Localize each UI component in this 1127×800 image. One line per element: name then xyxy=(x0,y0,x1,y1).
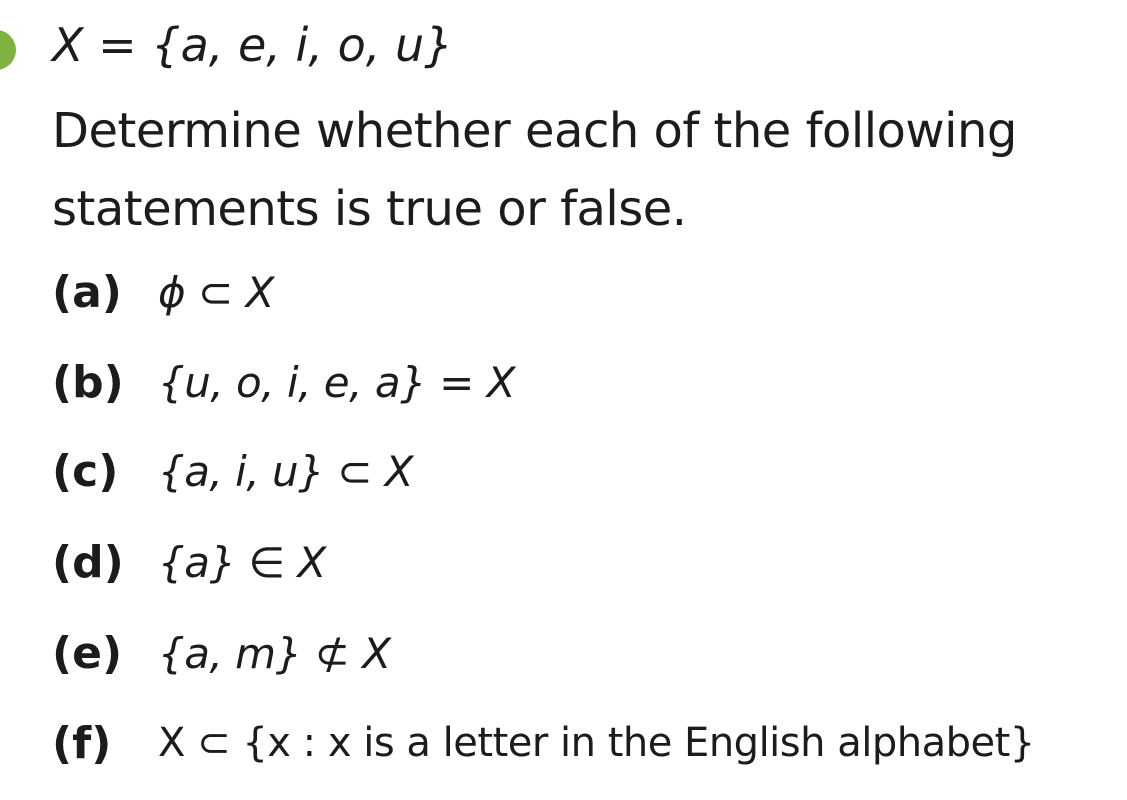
list-item xyxy=(52,441,413,501)
question-number-marker xyxy=(0,30,16,70)
item-statement: {u, o, i, e, a} = X xyxy=(158,357,515,407)
item-statement: {a} ∈ X xyxy=(158,537,326,587)
item-label: (d) xyxy=(52,536,124,588)
item-label: (b) xyxy=(52,356,124,408)
list-item xyxy=(52,352,515,412)
list-item xyxy=(52,532,326,592)
item-label: (c) xyxy=(52,445,119,497)
item-label: (a) xyxy=(52,266,122,318)
set-definition: X = {a, e, i, o, u} xyxy=(52,18,454,72)
item-label: (e) xyxy=(52,627,123,679)
item-label: (f) xyxy=(52,717,112,769)
item-statement: {a, m} ⊄ X xyxy=(158,628,391,678)
item-statement: X ⊂ {x : x is a letter in the English alphabet} xyxy=(158,720,1035,766)
item-statement: {a, i, u} ⊂ X xyxy=(158,446,414,496)
instruction-text: Determine whether each of the following statements is true or false. xyxy=(52,103,1017,237)
list-item xyxy=(52,262,274,322)
item-statement: ϕ ⊂ X xyxy=(158,267,274,317)
list-item xyxy=(52,623,390,683)
list-item xyxy=(52,713,1035,773)
